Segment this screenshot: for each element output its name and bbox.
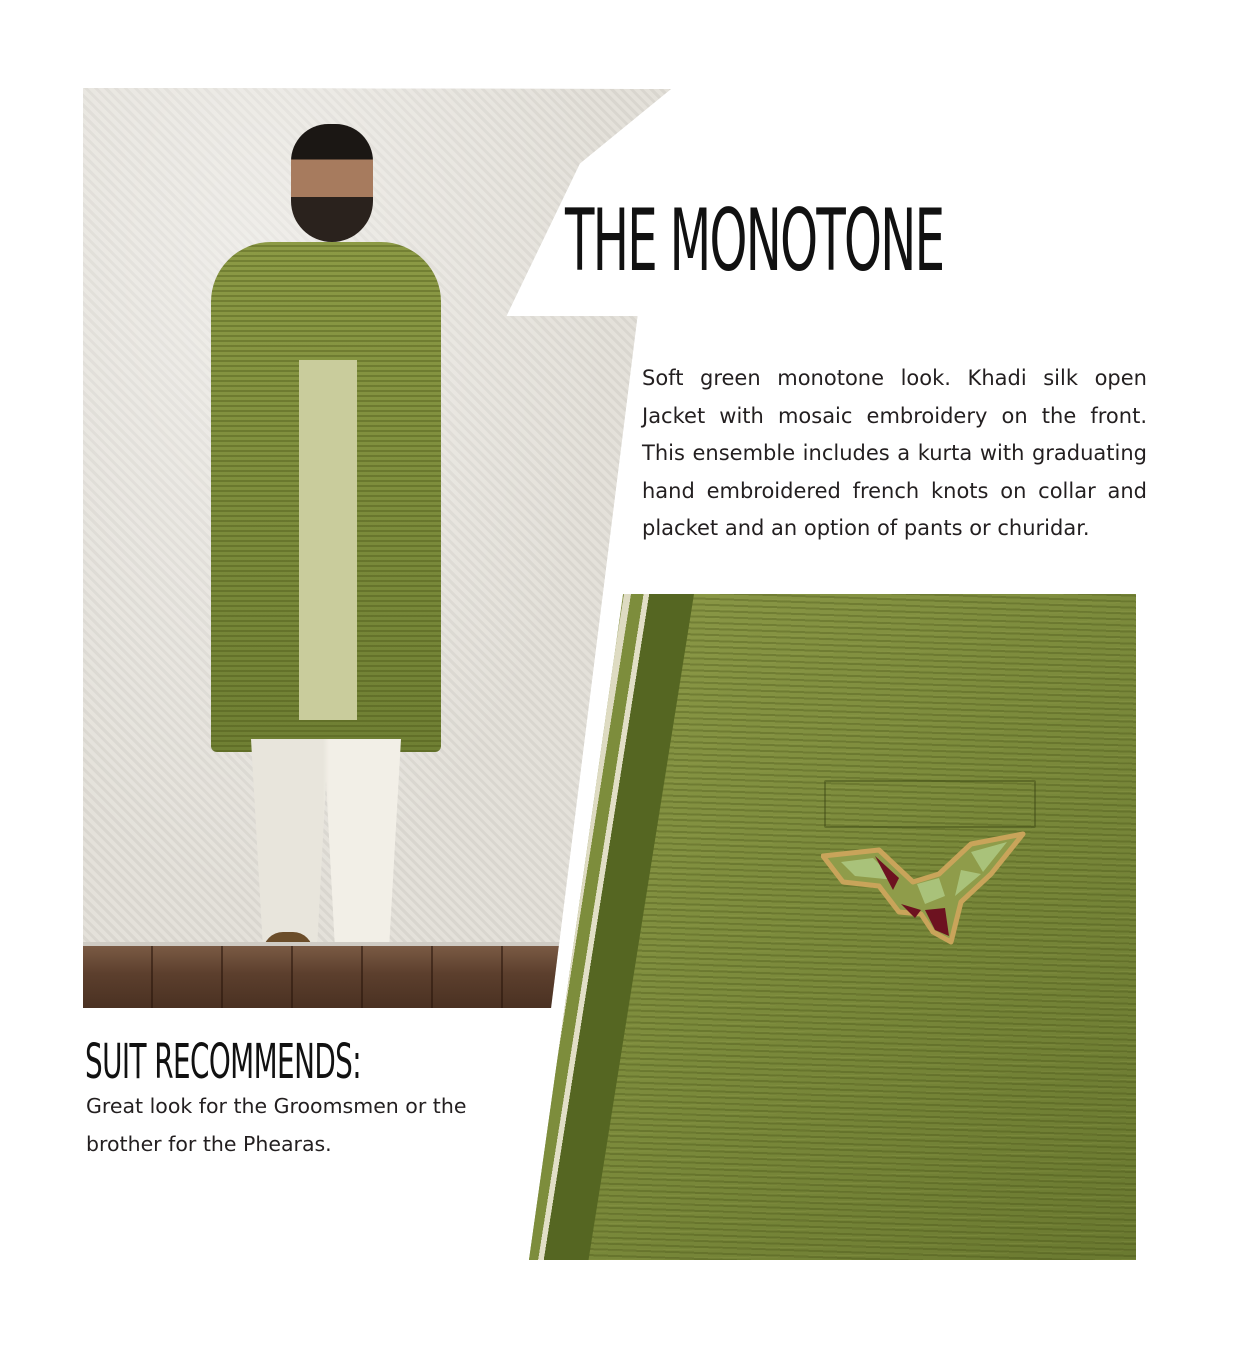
look-title: THE MONOTONE xyxy=(565,191,944,291)
model-head xyxy=(291,124,373,242)
suit-recommends-heading: SUIT RECOMMENDS: xyxy=(85,1034,362,1090)
bird-emblem-icon xyxy=(821,830,1027,946)
embroidery-detail-photo xyxy=(529,594,1136,1260)
suit-recommends-text: Great look for the Groomsmen or the brother for the Phearas. xyxy=(86,1094,467,1156)
chest-pocket xyxy=(824,780,1036,828)
white-pants xyxy=(251,739,401,949)
kurta xyxy=(299,360,357,720)
look-description: Soft green monotone look. Khadi silk open Jacket with mosaic embroidery on the front. This ensemble includes a kurta with graduating hand embroidered french knots on collar and placket and an option of pants or churidar. xyxy=(642,366,1147,541)
model-figure xyxy=(191,124,451,994)
